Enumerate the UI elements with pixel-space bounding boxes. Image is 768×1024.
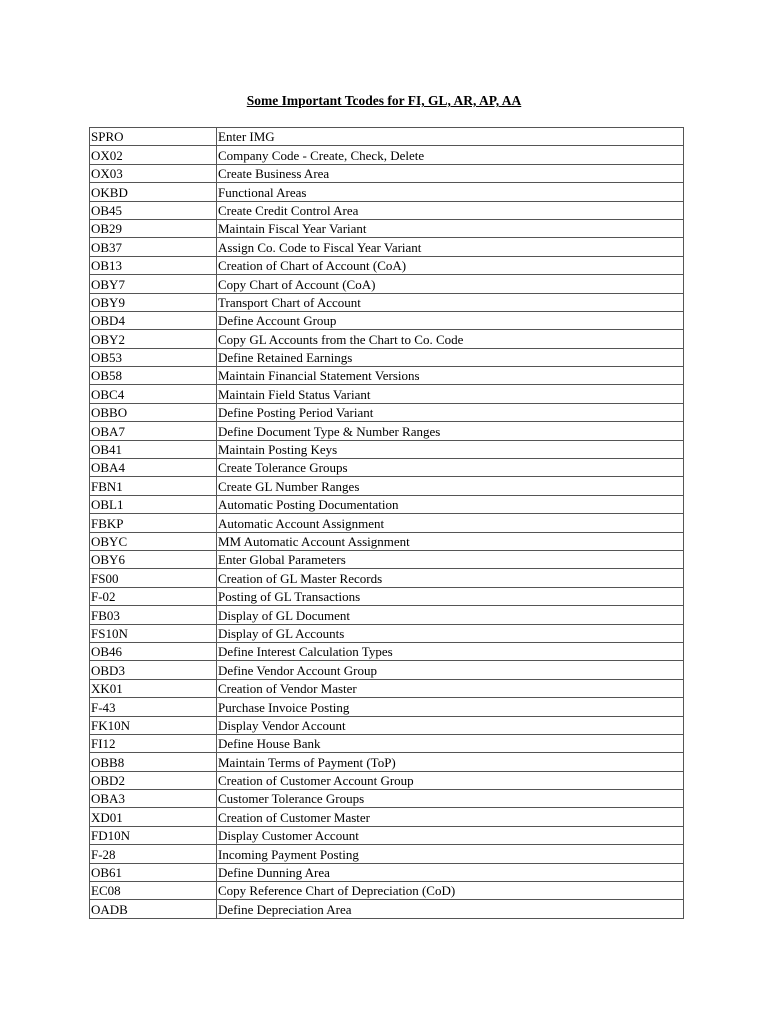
table-row <box>90 219 684 237</box>
description-cell: Define Posting Period Variant <box>217 403 684 421</box>
table-row <box>90 826 684 844</box>
table-row <box>90 459 684 477</box>
tcode-cell: OBB8 <box>90 753 217 771</box>
tcode-cell: OBA4 <box>90 459 217 477</box>
tcode-cell: EC08 <box>90 882 217 900</box>
description-cell: Creation of Vendor Master <box>217 679 684 697</box>
description-cell: Create GL Number Ranges <box>217 477 684 495</box>
description-cell: Maintain Terms of Payment (ToP) <box>217 753 684 771</box>
description-cell: Transport Chart of Account <box>217 293 684 311</box>
table-row <box>90 477 684 495</box>
table-row <box>90 716 684 734</box>
tcode-cell: OX03 <box>90 164 217 182</box>
description-cell: Define Retained Earnings <box>217 348 684 366</box>
description-cell: Enter IMG <box>217 128 684 146</box>
tcode-cell: FBN1 <box>90 477 217 495</box>
table-row <box>90 698 684 716</box>
table-row <box>90 311 684 329</box>
table-row <box>90 293 684 311</box>
description-cell: Define House Bank <box>217 734 684 752</box>
tcode-cell: OBY9 <box>90 293 217 311</box>
tcode-cell: OBY7 <box>90 275 217 293</box>
table-row <box>90 367 684 385</box>
table-row <box>90 238 684 256</box>
table-row <box>90 440 684 458</box>
tcode-cell: FI12 <box>90 734 217 752</box>
document-title: Some Important Tcodes for FI, GL, AR, AP, AA <box>246 93 522 108</box>
tcode-cell: OBD3 <box>90 661 217 679</box>
description-cell: Maintain Fiscal Year Variant <box>217 219 684 237</box>
tcode-cell: OB29 <box>90 219 217 237</box>
tcode-cell: OBBO <box>90 403 217 421</box>
table-row <box>90 514 684 532</box>
table-row <box>90 624 684 642</box>
tcode-cell: OBA7 <box>90 422 217 440</box>
tcode-cell: OADB <box>90 900 217 918</box>
table-row <box>90 348 684 366</box>
tcode-cell: OBY2 <box>90 330 217 348</box>
table-row <box>90 808 684 826</box>
description-cell: Define Account Group <box>217 311 684 329</box>
tcode-cell: OKBD <box>90 183 217 201</box>
table-row <box>90 275 684 293</box>
description-cell: Maintain Posting Keys <box>217 440 684 458</box>
table-row <box>90 201 684 219</box>
description-cell: Create Credit Control Area <box>217 201 684 219</box>
tcode-cell: OB45 <box>90 201 217 219</box>
description-cell: Copy GL Accounts from the Chart to Co. Code <box>217 330 684 348</box>
table-row <box>90 790 684 808</box>
description-cell: Copy Reference Chart of Depreciation (CoD) <box>217 882 684 900</box>
table-row <box>90 587 684 605</box>
tcode-cell: OB58 <box>90 367 217 385</box>
table-row <box>90 679 684 697</box>
table-row <box>90 385 684 403</box>
tcode-cell: FK10N <box>90 716 217 734</box>
table-row <box>90 256 684 274</box>
tcode-cell: F-28 <box>90 845 217 863</box>
tcode-table-body <box>90 128 684 919</box>
tcode-cell: SPRO <box>90 128 217 146</box>
tcode-cell: OBC4 <box>90 385 217 403</box>
description-cell: Creation of Customer Account Group <box>217 771 684 789</box>
table-row <box>90 128 684 146</box>
description-cell: Display of GL Document <box>217 606 684 624</box>
tcode-cell: F-43 <box>90 698 217 716</box>
table-row <box>90 642 684 660</box>
description-cell: Creation of Customer Master <box>217 808 684 826</box>
description-cell: Define Depreciation Area <box>217 900 684 918</box>
description-cell: Company Code - Create, Check, Delete <box>217 146 684 164</box>
description-cell: Automatic Account Assignment <box>217 514 684 532</box>
tcode-cell: OBYC <box>90 532 217 550</box>
table-row <box>90 330 684 348</box>
description-cell: Posting of GL Transactions <box>217 587 684 605</box>
table-row <box>90 606 684 624</box>
table-row <box>90 882 684 900</box>
tcode-cell: FD10N <box>90 826 217 844</box>
tcode-cell: FS00 <box>90 569 217 587</box>
description-cell: Create Tolerance Groups <box>217 459 684 477</box>
description-cell: Assign Co. Code to Fiscal Year Variant <box>217 238 684 256</box>
table-row <box>90 183 684 201</box>
tcode-cell: OBY6 <box>90 550 217 568</box>
table-row <box>90 532 684 550</box>
table-row <box>90 661 684 679</box>
table-row <box>90 863 684 881</box>
tcode-cell: OBD2 <box>90 771 217 789</box>
table-row <box>90 146 684 164</box>
table-row <box>90 164 684 182</box>
table-row <box>90 422 684 440</box>
description-cell: Maintain Field Status Variant <box>217 385 684 403</box>
tcode-cell: XD01 <box>90 808 217 826</box>
table-row <box>90 569 684 587</box>
description-cell: Enter Global Parameters <box>217 550 684 568</box>
tcode-cell: XK01 <box>90 679 217 697</box>
tcode-cell: FBKP <box>90 514 217 532</box>
table-row <box>90 403 684 421</box>
tcode-cell: OB41 <box>90 440 217 458</box>
table-row <box>90 550 684 568</box>
description-cell: MM Automatic Account Assignment <box>217 532 684 550</box>
tcode-cell: OB37 <box>90 238 217 256</box>
table-row <box>90 845 684 863</box>
description-cell: Functional Areas <box>217 183 684 201</box>
table-row <box>90 753 684 771</box>
table-row <box>90 771 684 789</box>
description-cell: Define Document Type & Number Ranges <box>217 422 684 440</box>
tcode-table <box>89 127 684 919</box>
description-cell: Automatic Posting Documentation <box>217 495 684 513</box>
description-cell: Define Interest Calculation Types <box>217 642 684 660</box>
table-row <box>90 495 684 513</box>
description-cell: Maintain Financial Statement Versions <box>217 367 684 385</box>
tcode-cell: OB46 <box>90 642 217 660</box>
description-cell: Define Dunning Area <box>217 863 684 881</box>
description-cell: Display of GL Accounts <box>217 624 684 642</box>
description-cell: Display Vendor Account <box>217 716 684 734</box>
tcode-cell: FB03 <box>90 606 217 624</box>
tcode-cell: FS10N <box>90 624 217 642</box>
description-cell: Create Business Area <box>217 164 684 182</box>
description-cell: Display Customer Account <box>217 826 684 844</box>
tcode-cell: OX02 <box>90 146 217 164</box>
description-cell: Creation of Chart of Account (CoA) <box>217 256 684 274</box>
description-cell: Define Vendor Account Group <box>217 661 684 679</box>
tcode-cell: OB61 <box>90 863 217 881</box>
description-cell: Purchase Invoice Posting <box>217 698 684 716</box>
description-cell: Copy Chart of Account (CoA) <box>217 275 684 293</box>
table-row <box>90 734 684 752</box>
tcode-cell: OB53 <box>90 348 217 366</box>
tcode-cell: OBL1 <box>90 495 217 513</box>
description-cell: Incoming Payment Posting <box>217 845 684 863</box>
tcode-cell: OBA3 <box>90 790 217 808</box>
description-cell: Creation of GL Master Records <box>217 569 684 587</box>
tcode-cell: F-02 <box>90 587 217 605</box>
table-row <box>90 900 684 918</box>
tcode-cell: OBD4 <box>90 311 217 329</box>
tcode-cell: OB13 <box>90 256 217 274</box>
description-cell: Customer Tolerance Groups <box>217 790 684 808</box>
